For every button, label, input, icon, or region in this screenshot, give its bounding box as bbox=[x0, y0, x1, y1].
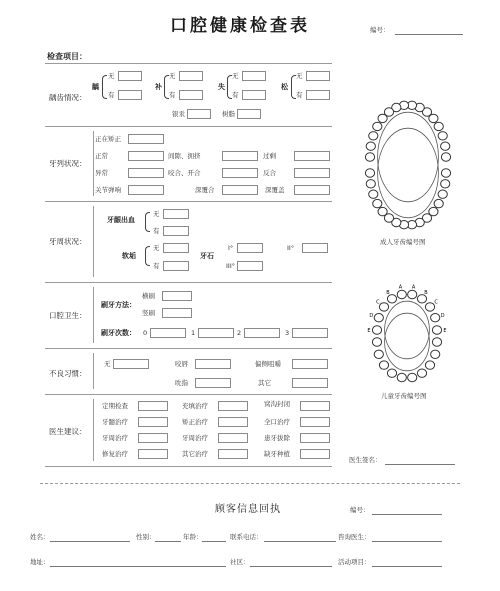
tooth-outline bbox=[425, 303, 434, 311]
adult-upper-arch bbox=[365, 101, 450, 202]
divider bbox=[45, 282, 332, 283]
column-divider bbox=[93, 131, 94, 196]
number-label: 编号： bbox=[370, 26, 390, 34]
calculus-label: 牙石 bbox=[200, 252, 214, 260]
column-divider bbox=[93, 206, 94, 277]
tooth-letter: A bbox=[411, 284, 416, 291]
alignment-item: 反合 bbox=[263, 169, 276, 177]
full-mouth-box[interactable] bbox=[300, 417, 330, 427]
filling-box[interactable] bbox=[218, 401, 248, 411]
extraction-box[interactable] bbox=[300, 433, 330, 443]
missing-yes-box[interactable] bbox=[242, 90, 266, 100]
horizontal-label: 横刷 bbox=[142, 292, 155, 300]
phone-field[interactable] bbox=[264, 541, 336, 542]
tooth-outline bbox=[408, 373, 417, 381]
option-label: 有 bbox=[108, 91, 115, 99]
hygiene-label: 口腔卫生： bbox=[49, 311, 87, 320]
tooth-outline bbox=[434, 199, 443, 207]
advice-label: 医生建议： bbox=[49, 427, 87, 436]
tooth-outline bbox=[373, 199, 382, 207]
receipt-title: 顾客信息回执 bbox=[215, 504, 281, 515]
amalgam-label: 银汞 bbox=[172, 110, 185, 118]
advice-item: 充填治疗 bbox=[182, 402, 208, 410]
deep-overjet-box[interactable] bbox=[294, 185, 330, 195]
habit-other-box[interactable] bbox=[292, 378, 328, 388]
prosthesis-box[interactable] bbox=[138, 449, 168, 459]
tooth-letter: A bbox=[398, 284, 403, 291]
child-chart-caption: 儿童牙齿编号图 bbox=[381, 392, 427, 400]
horizontal-box[interactable] bbox=[162, 291, 192, 301]
filled-group-name: 补 bbox=[155, 83, 162, 91]
palate-outline bbox=[378, 128, 439, 218]
missing-group-name: 失 bbox=[218, 83, 225, 91]
alignment-item: 异常 bbox=[95, 169, 108, 177]
divider bbox=[45, 126, 332, 127]
regular-check-box[interactable] bbox=[138, 401, 168, 411]
tooth-outline bbox=[441, 142, 450, 150]
thumb-sucking-box[interactable] bbox=[195, 378, 231, 388]
column-divider bbox=[93, 287, 94, 343]
activity-label: 活动项目： bbox=[338, 558, 371, 566]
adult-lower-arch bbox=[365, 128, 450, 229]
tooth-outline bbox=[431, 350, 440, 358]
palate-outline bbox=[385, 301, 430, 359]
tooth-letter: C bbox=[376, 299, 380, 306]
calculus-grade3-box[interactable] bbox=[237, 261, 263, 271]
advice-item: 窝沟封闭 bbox=[264, 400, 290, 408]
caries-no-box[interactable] bbox=[118, 71, 142, 81]
plaque-yes-box[interactable] bbox=[163, 261, 189, 271]
column-divider bbox=[93, 353, 94, 389]
resin-box[interactable] bbox=[237, 109, 261, 119]
option-label: 有 bbox=[169, 91, 176, 99]
alignment-label: 牙列状况： bbox=[49, 159, 87, 168]
count-label: 2 bbox=[237, 329, 242, 337]
plaque-no-box[interactable] bbox=[163, 243, 189, 253]
tooth-outline bbox=[374, 314, 383, 322]
periodontal-label: 牙周状况： bbox=[49, 237, 87, 246]
abnormal-box[interactable] bbox=[128, 168, 164, 178]
divider bbox=[45, 466, 332, 467]
normal-box[interactable] bbox=[128, 151, 164, 161]
tooth-outline bbox=[397, 373, 406, 381]
count-label: 0 bbox=[143, 329, 148, 337]
alignment-item: 正常 bbox=[95, 152, 108, 160]
under-ortho-label: 正在矫正 bbox=[95, 135, 121, 143]
tooth-outline bbox=[432, 338, 441, 346]
crowding-box[interactable] bbox=[222, 151, 258, 161]
section-heading: 检查项目： bbox=[47, 52, 87, 61]
alignment-item: 过剩 bbox=[263, 152, 276, 160]
grade-label: II° bbox=[287, 244, 295, 252]
tooth-outline bbox=[441, 180, 450, 188]
implant-box[interactable] bbox=[300, 449, 330, 459]
tooth-outline bbox=[408, 290, 417, 298]
tooth-outline bbox=[425, 361, 434, 369]
tooth-outline bbox=[366, 180, 375, 188]
tooth-outline bbox=[369, 132, 378, 140]
loose-yes-box[interactable] bbox=[306, 90, 330, 100]
option-label: 有 bbox=[153, 262, 160, 270]
advice-item: 缺牙种植 bbox=[264, 450, 290, 458]
tooth-letter: B bbox=[386, 289, 390, 296]
deep-overbite-box[interactable] bbox=[222, 185, 258, 195]
age-field[interactable] bbox=[202, 541, 226, 542]
tooth-outline bbox=[441, 153, 450, 161]
tooth-outline bbox=[372, 326, 381, 334]
under-ortho-box[interactable] bbox=[128, 134, 164, 144]
signature-label: 医生签名： bbox=[349, 456, 382, 464]
divider bbox=[45, 201, 332, 202]
caries-yes-box[interactable] bbox=[118, 90, 142, 100]
gender-field[interactable] bbox=[155, 541, 181, 542]
crossbite-box[interactable] bbox=[294, 168, 330, 178]
option-label: 无 bbox=[296, 72, 303, 80]
name-field[interactable] bbox=[50, 541, 130, 542]
habit-item: 偏侧咀嚼 bbox=[255, 360, 281, 368]
number-field[interactable] bbox=[395, 34, 463, 35]
loose-no-box[interactable] bbox=[306, 71, 330, 81]
age-label: 年龄： bbox=[183, 533, 203, 541]
tooth-outline bbox=[372, 338, 381, 346]
alignment-item: 关节弹响 bbox=[95, 186, 121, 194]
calculus-grade2-box[interactable] bbox=[302, 243, 328, 253]
tooth-letter: E bbox=[367, 328, 371, 334]
habit-item: 咬唇 bbox=[175, 360, 188, 368]
adult-tooth-chart bbox=[358, 95, 458, 235]
divider bbox=[45, 63, 332, 64]
signature-field[interactable] bbox=[385, 464, 455, 465]
advice-item: 牙周治疗 bbox=[102, 434, 128, 442]
palate-outline bbox=[378, 112, 439, 202]
other-treatment-box[interactable] bbox=[218, 449, 248, 459]
brush-times-label: 刷牙次数： bbox=[101, 329, 136, 337]
activity-field[interactable] bbox=[372, 566, 442, 567]
tooth-letter: B bbox=[424, 289, 428, 296]
option-label: 无 bbox=[232, 72, 239, 80]
tooth-outline bbox=[378, 114, 387, 122]
tooth-outline bbox=[374, 350, 383, 358]
child-tooth-chart bbox=[362, 282, 452, 390]
advice-item: 牙周治疗 bbox=[182, 434, 208, 442]
brace bbox=[145, 246, 150, 266]
community-field[interactable] bbox=[250, 566, 332, 567]
option-label: 无 bbox=[108, 72, 115, 80]
child-upper-arch bbox=[367, 285, 446, 359]
filled-yes-box[interactable] bbox=[179, 90, 203, 100]
tooth-outline bbox=[431, 314, 440, 322]
habit-item: 无 bbox=[104, 360, 111, 368]
tooth-outline bbox=[387, 369, 396, 377]
habits-label: 不良习惯： bbox=[49, 369, 87, 378]
caries-label: 龋齿情况： bbox=[49, 93, 87, 102]
grade-label: I° bbox=[228, 244, 234, 252]
calculus-grade1-box[interactable] bbox=[237, 243, 263, 253]
receipt-number-label: 编号： bbox=[350, 506, 370, 514]
grade-label: III° bbox=[226, 262, 236, 270]
count-3-box[interactable] bbox=[292, 328, 328, 338]
vertical-label: 竖刷 bbox=[142, 309, 155, 317]
adult-chart-caption: 成人牙齿编号图 bbox=[380, 238, 426, 246]
loose-group-name: 松 bbox=[281, 83, 288, 91]
receipt-number-field[interactable] bbox=[372, 514, 442, 515]
option-label: 无 bbox=[153, 210, 160, 218]
tooth-outline bbox=[378, 207, 387, 215]
palate-outline bbox=[385, 313, 430, 371]
option-label: 无 bbox=[153, 244, 160, 252]
count-0-box[interactable] bbox=[150, 328, 186, 338]
lip-biting-box[interactable] bbox=[195, 359, 231, 369]
advice-item: 修复治疗 bbox=[102, 450, 128, 458]
address-field[interactable] bbox=[50, 566, 226, 567]
missing-no-box[interactable] bbox=[242, 71, 266, 81]
open-bite-box[interactable] bbox=[222, 168, 258, 178]
advice-item: 患牙拔除 bbox=[264, 434, 290, 442]
tooth-outline bbox=[379, 361, 388, 369]
brush-method-label: 刷牙方法： bbox=[101, 301, 136, 309]
bleeding-label: 牙龈出血 bbox=[107, 216, 135, 224]
alignment-item: 间隙、拥挤 bbox=[168, 152, 201, 160]
alignment-item: 深覆合 bbox=[195, 186, 215, 194]
advice-item: 牙髓治疗 bbox=[102, 418, 128, 426]
phone-label: 联系电话： bbox=[230, 533, 263, 541]
tooth-outline bbox=[434, 122, 443, 130]
cut-line bbox=[40, 483, 460, 484]
tooth-outline bbox=[365, 169, 374, 177]
advice-item: 矫正治疗 bbox=[182, 418, 208, 426]
tooth-outline bbox=[369, 190, 378, 198]
plaque-label: 软垢 bbox=[122, 252, 136, 260]
amalgam-box[interactable] bbox=[187, 109, 211, 119]
alignment-item: 深覆盖 bbox=[265, 186, 285, 194]
endo-box[interactable] bbox=[138, 417, 168, 427]
option-label: 有 bbox=[232, 91, 239, 99]
community-label: 社区： bbox=[230, 558, 250, 566]
bleeding-no-box[interactable] bbox=[163, 209, 189, 219]
habit-item: 吮指 bbox=[175, 379, 188, 387]
gender-label: 性别： bbox=[136, 533, 156, 541]
consult-doctor-label: 咨询医生： bbox=[338, 533, 371, 541]
tooth-outline bbox=[379, 303, 388, 311]
option-label: 有 bbox=[296, 91, 303, 99]
excess-box[interactable] bbox=[294, 151, 330, 161]
tooth-outline bbox=[438, 190, 447, 198]
tooth-letter: D bbox=[369, 313, 374, 319]
consult-doctor-field[interactable] bbox=[372, 541, 442, 542]
perio-box[interactable] bbox=[138, 433, 168, 443]
sealant-box[interactable] bbox=[300, 401, 330, 411]
tooth-outline bbox=[366, 142, 375, 150]
page-title: 口腔健康检查表 bbox=[170, 16, 310, 36]
option-label: 无 bbox=[169, 72, 176, 80]
count-label: 3 bbox=[285, 329, 290, 337]
habit-none-box[interactable] bbox=[113, 359, 149, 369]
tooth-letter: C bbox=[434, 299, 438, 306]
tooth-letter: D bbox=[440, 313, 445, 319]
resin-label: 树脂 bbox=[222, 110, 235, 118]
name-label: 姓名： bbox=[30, 533, 50, 541]
bleeding-yes-box[interactable] bbox=[163, 226, 189, 236]
option-label: 有 bbox=[153, 227, 160, 235]
habit-item: 其它 bbox=[258, 379, 271, 387]
column-divider bbox=[93, 399, 94, 461]
count-label: 1 bbox=[191, 329, 196, 337]
ortho-box[interactable] bbox=[218, 417, 248, 427]
tooth-outline bbox=[365, 153, 374, 161]
brace bbox=[102, 75, 107, 99]
one-side-chewing-box[interactable] bbox=[292, 359, 328, 369]
tmj-click-box[interactable] bbox=[128, 185, 164, 195]
vertical-box[interactable] bbox=[162, 308, 192, 318]
tooth-outline bbox=[441, 169, 450, 177]
tooth-letter: E bbox=[443, 328, 447, 334]
filled-no-box[interactable] bbox=[179, 71, 203, 81]
advice-item: 全口治疗 bbox=[264, 418, 290, 426]
tooth-outline bbox=[417, 369, 426, 377]
tooth-outline bbox=[373, 122, 382, 130]
address-label: 地址： bbox=[30, 558, 50, 566]
tooth-outline bbox=[432, 326, 441, 334]
child-lower-arch bbox=[372, 313, 441, 382]
count-1-box[interactable] bbox=[198, 328, 234, 338]
divider bbox=[45, 394, 332, 395]
perio2-box[interactable] bbox=[218, 433, 248, 443]
caries-group-name: 龋 bbox=[92, 83, 99, 91]
advice-item: 定期检查 bbox=[102, 402, 128, 410]
alignment-item: 咬合、开合 bbox=[168, 169, 201, 177]
advice-item: 其它治疗 bbox=[182, 450, 208, 458]
tooth-outline bbox=[438, 132, 447, 140]
brace bbox=[145, 212, 150, 232]
count-2-box[interactable] bbox=[244, 328, 280, 338]
divider bbox=[45, 348, 332, 349]
tooth-outline bbox=[397, 290, 406, 298]
